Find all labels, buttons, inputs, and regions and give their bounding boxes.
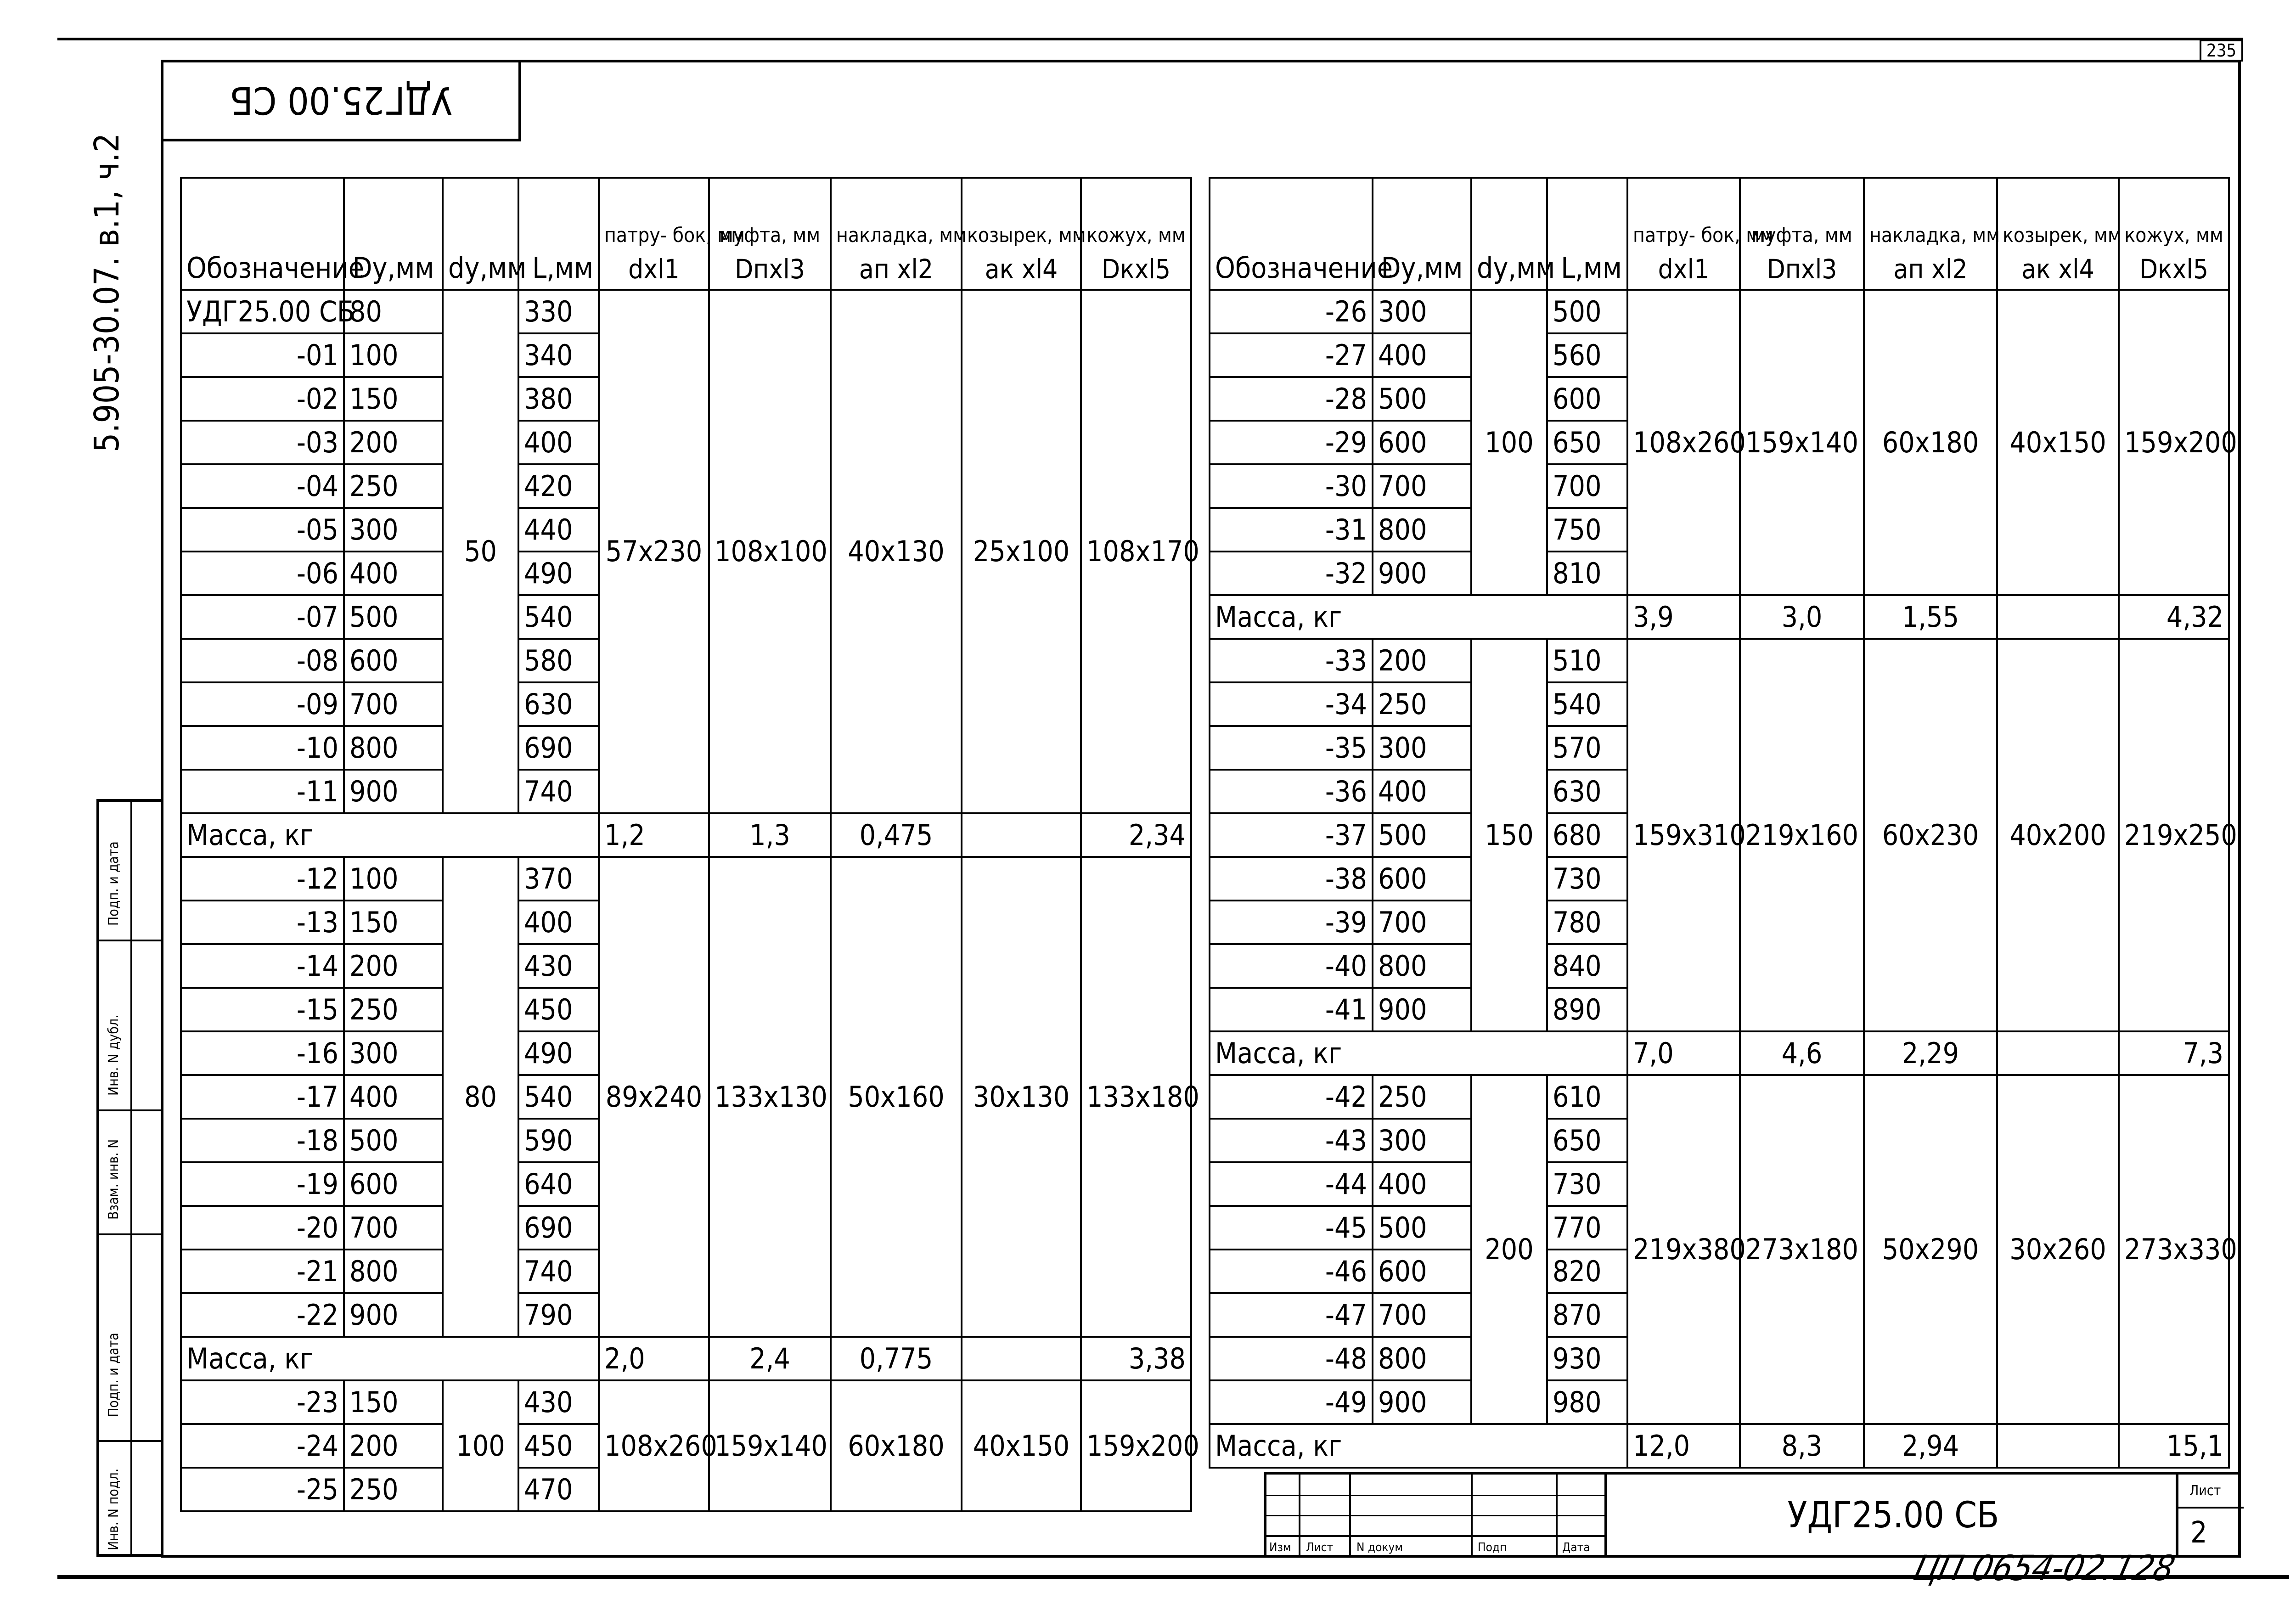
length-cell: 690 xyxy=(518,1206,599,1250)
dy-cell: 200 xyxy=(1373,639,1471,682)
pad-mass: 1,55 xyxy=(1864,595,1997,639)
coupling-mass: 3,0 xyxy=(1740,595,1864,639)
designation-cell: -18 xyxy=(181,1119,344,1162)
designation-cell: -37 xyxy=(1210,813,1373,857)
dy-cell: 100 xyxy=(344,333,443,377)
length-cell: 750 xyxy=(1547,508,1627,552)
dy-cell: 900 xyxy=(344,1293,443,1337)
dy-cell: 100 xyxy=(344,857,443,901)
length-cell: 490 xyxy=(518,1031,599,1075)
table-header-row xyxy=(1210,178,2229,290)
tb-sheet-number: 2 xyxy=(2190,1516,2207,1550)
hdr-dy-small: dy,мм xyxy=(443,178,518,290)
pad-mass: 0,775 xyxy=(831,1337,962,1380)
casing-dim-cell: 108x170 xyxy=(1081,290,1191,813)
length-cell: 650 xyxy=(1547,421,1627,464)
dy-cell: 250 xyxy=(1373,1075,1471,1119)
length-cell: 870 xyxy=(1547,1293,1627,1337)
mass-row xyxy=(1210,595,2229,639)
designation-cell: -42 xyxy=(1210,1075,1373,1119)
pipe-dim-cell: 159x310 xyxy=(1627,639,1740,1031)
dy-cell: 250 xyxy=(344,464,443,508)
visor-dim-cell: 30x260 xyxy=(1997,1075,2119,1424)
visor-mass xyxy=(1997,1424,2119,1468)
dy-cell: 400 xyxy=(1373,770,1471,813)
designation-cell: -15 xyxy=(181,988,344,1031)
casing-mass: 3,38 xyxy=(1081,1337,1191,1380)
spec-table-right xyxy=(1209,177,2237,1469)
casing-dim-cell: 133x180 xyxy=(1081,857,1191,1337)
length-cell: 790 xyxy=(518,1293,599,1337)
length-cell: 440 xyxy=(518,508,599,552)
visor-dim-cell: 40x150 xyxy=(1997,290,2119,595)
length-cell: 730 xyxy=(1547,1162,1627,1206)
coupling-mass: 4,6 xyxy=(1740,1031,1864,1075)
table-header-row xyxy=(181,178,1191,290)
strip-label-3: Взам. инв. N xyxy=(106,1139,122,1220)
mass-row xyxy=(1210,1031,2229,1075)
length-cell: 630 xyxy=(518,682,599,726)
designation-cell: -38 xyxy=(1210,857,1373,901)
hdr-pad: накладка, мм aп xl2 xyxy=(1864,178,1997,290)
dy-cell: 900 xyxy=(344,770,443,813)
designation-cell: -04 xyxy=(181,464,344,508)
length-cell: 400 xyxy=(518,421,599,464)
length-cell: 630 xyxy=(1547,770,1627,813)
coupling-dim-cell: 159x140 xyxy=(1740,290,1864,595)
designation-cell: -14 xyxy=(181,944,344,988)
hdr-pad: накладка, мм aп xl2 xyxy=(831,178,962,290)
side-document-code: 5.905-30.07. в.1, ч.2 xyxy=(87,133,127,452)
tb-document-code: УДГ25.00 СБ xyxy=(1787,1495,1999,1536)
dy-cell: 800 xyxy=(1373,508,1471,552)
small-dy-cell: 150 xyxy=(1471,639,1547,1031)
designation-cell: -02 xyxy=(181,377,344,421)
length-cell: 580 xyxy=(518,639,599,682)
dy-cell: 400 xyxy=(344,552,443,595)
hdr-casing: кожух, мм Dкxl5 xyxy=(2119,178,2229,290)
designation-cell: -31 xyxy=(1210,508,1373,552)
length-cell: 340 xyxy=(518,333,599,377)
pad-dim-cell: 40x130 xyxy=(831,290,962,813)
pad-dim-cell: 60x180 xyxy=(1864,290,1997,595)
length-cell: 450 xyxy=(518,1424,599,1468)
designation-cell: -26 xyxy=(1210,290,1373,333)
designation-cell: -16 xyxy=(181,1031,344,1075)
dy-cell: 900 xyxy=(1373,552,1471,595)
dy-cell: 500 xyxy=(1373,813,1471,857)
hdr-dy-big: Dy,мм xyxy=(1373,178,1471,290)
length-cell: 450 xyxy=(518,988,599,1031)
table-row xyxy=(181,857,1191,901)
dy-cell: 600 xyxy=(1373,1250,1471,1293)
dy-cell: 200 xyxy=(344,421,443,464)
strip-label-5: Подп. и дата xyxy=(106,841,122,926)
designation-cell: -12 xyxy=(181,857,344,901)
designation-cell: -48 xyxy=(1210,1337,1373,1380)
hdr-dy-small: dy,мм xyxy=(1471,178,1547,290)
designation-cell: -01 xyxy=(181,333,344,377)
pipe-mass: 2,0 xyxy=(599,1337,709,1380)
visor-mass xyxy=(1997,1031,2119,1075)
visor-dim-cell: 25x100 xyxy=(962,290,1081,813)
length-cell: 560 xyxy=(1547,333,1627,377)
hdr-visor: козырек, мм aк xl4 xyxy=(962,178,1081,290)
dy-cell: 800 xyxy=(344,1250,443,1293)
dy-cell: 200 xyxy=(344,1424,443,1468)
length-cell: 820 xyxy=(1547,1250,1627,1293)
casing-mass: 2,34 xyxy=(1081,813,1191,857)
hdr-casing: кожух, мм Dкxl5 xyxy=(1081,178,1191,290)
designation-cell: -11 xyxy=(181,770,344,813)
dy-cell: 800 xyxy=(344,726,443,770)
visor-mass xyxy=(1997,595,2119,639)
coupling-dim-cell: 273x180 xyxy=(1740,1075,1864,1424)
designation-cell: -05 xyxy=(181,508,344,552)
tb-col-podp: Подп xyxy=(1478,1541,1507,1554)
designation-cell: -35 xyxy=(1210,726,1373,770)
small-dy-cell: 80 xyxy=(443,857,518,1337)
casing-mass: 7,3 xyxy=(2119,1031,2229,1075)
designation-cell: -36 xyxy=(1210,770,1373,813)
dy-cell: 900 xyxy=(1373,1380,1471,1424)
dy-cell: 150 xyxy=(344,1380,443,1424)
designation-cell: -29 xyxy=(1210,421,1373,464)
length-cell: 540 xyxy=(518,1075,599,1119)
dy-cell: 800 xyxy=(1373,944,1471,988)
outer-frame-top-line xyxy=(57,38,2243,40)
length-cell: 400 xyxy=(518,901,599,944)
designation-cell: -49 xyxy=(1210,1380,1373,1424)
dy-cell: 300 xyxy=(1373,726,1471,770)
hdr-designation: Обозначение xyxy=(181,178,344,290)
small-dy-cell: 50 xyxy=(443,290,518,813)
dy-cell: 700 xyxy=(344,682,443,726)
visor-dim-cell: 40x200 xyxy=(1997,639,2119,1031)
coupling-mass: 8,3 xyxy=(1740,1424,1864,1468)
length-cell: 600 xyxy=(1547,377,1627,421)
designation-cell: -25 xyxy=(181,1468,344,1511)
pad-dim-cell: 60x230 xyxy=(1864,639,1997,1031)
designation-cell: -34 xyxy=(1210,682,1373,726)
length-cell: 570 xyxy=(1547,726,1627,770)
dy-cell: 500 xyxy=(344,595,443,639)
designation-cell: -32 xyxy=(1210,552,1373,595)
coupling-mass: 1,3 xyxy=(709,813,831,857)
mass-row xyxy=(1210,1424,2229,1468)
table-row xyxy=(1210,290,2229,333)
designation-cell: -40 xyxy=(1210,944,1373,988)
strip-label-1: Инв. N подл. xyxy=(106,1468,122,1550)
table-row xyxy=(1210,1075,2229,1119)
rotated-stamp-box xyxy=(161,60,521,141)
dy-cell: 600 xyxy=(1373,421,1471,464)
dy-cell: 400 xyxy=(1373,1162,1471,1206)
pad-mass: 2,29 xyxy=(1864,1031,1997,1075)
coupling-dim-cell: 159x140 xyxy=(709,1380,831,1511)
designation-cell: -28 xyxy=(1210,377,1373,421)
designation-cell: -47 xyxy=(1210,1293,1373,1337)
table-row xyxy=(181,290,1191,333)
length-cell: 740 xyxy=(518,1250,599,1293)
pipe-mass: 12,0 xyxy=(1627,1424,1740,1468)
table-row xyxy=(1210,639,2229,682)
approval-strip xyxy=(96,799,163,1557)
casing-mass: 4,32 xyxy=(2119,595,2229,639)
length-cell: 430 xyxy=(518,944,599,988)
designation-cell: -41 xyxy=(1210,988,1373,1031)
length-cell: 430 xyxy=(518,1380,599,1424)
designation-cell: -19 xyxy=(181,1162,344,1206)
dy-cell: 700 xyxy=(344,1206,443,1250)
designation-cell: -20 xyxy=(181,1206,344,1250)
dy-cell: 500 xyxy=(1373,1206,1471,1250)
length-cell: 930 xyxy=(1547,1337,1627,1380)
casing-dim-cell: 159x200 xyxy=(2119,290,2229,595)
tb-sheet-label: Лист xyxy=(2189,1483,2221,1499)
length-cell: 640 xyxy=(518,1162,599,1206)
casing-dim-cell: 159x200 xyxy=(1081,1380,1191,1511)
coupling-mass: 2,4 xyxy=(709,1337,831,1380)
pipe-mass: 1,2 xyxy=(599,813,709,857)
dy-cell: 600 xyxy=(344,1162,443,1206)
hdr-pipe: патру- бок, мм dxl1 xyxy=(1627,178,1740,290)
mass-label: Масса, кг xyxy=(1210,1031,1627,1075)
hdr-designation: Обозначение xyxy=(1210,178,1373,290)
length-cell: 510 xyxy=(1547,639,1627,682)
spec-table-left xyxy=(180,177,1199,1512)
small-dy-cell: 100 xyxy=(1471,290,1547,595)
length-cell: 890 xyxy=(1547,988,1627,1031)
designation-cell: -21 xyxy=(181,1250,344,1293)
designation-cell: -17 xyxy=(181,1075,344,1119)
length-cell: 540 xyxy=(1547,682,1627,726)
length-cell: 740 xyxy=(518,770,599,813)
designation-cell: -09 xyxy=(181,682,344,726)
length-cell: 980 xyxy=(1547,1380,1627,1424)
dy-cell: 500 xyxy=(344,1119,443,1162)
coupling-dim-cell: 133x130 xyxy=(709,857,831,1337)
pad-mass: 2,94 xyxy=(1864,1424,1997,1468)
dy-cell: 300 xyxy=(1373,1119,1471,1162)
dy-cell: 300 xyxy=(344,508,443,552)
dy-cell: 700 xyxy=(1373,901,1471,944)
designation-cell: -30 xyxy=(1210,464,1373,508)
strip-label-4: Инв. N дубл. xyxy=(106,1014,122,1096)
hdr-length: L,мм xyxy=(1547,178,1627,290)
mass-row xyxy=(181,1337,1191,1380)
dy-cell: 250 xyxy=(344,1468,443,1511)
designation-cell: -44 xyxy=(1210,1162,1373,1206)
mass-row xyxy=(181,813,1191,857)
small-dy-cell: 100 xyxy=(443,1380,518,1511)
casing-dim-cell: 219x250 xyxy=(2119,639,2229,1031)
dy-cell: 600 xyxy=(1373,857,1471,901)
length-cell: 780 xyxy=(1547,901,1627,944)
designation-cell: УДГ25.00 СБ xyxy=(181,290,344,333)
length-cell: 330 xyxy=(518,290,599,333)
length-cell: 540 xyxy=(518,595,599,639)
pipe-dim-cell: 108x260 xyxy=(1627,290,1740,595)
dy-cell: 700 xyxy=(1373,464,1471,508)
length-cell: 770 xyxy=(1547,1206,1627,1250)
designation-cell: -03 xyxy=(181,421,344,464)
mass-label: Масса, кг xyxy=(181,813,599,857)
hdr-visor: козырек, мм aк xl4 xyxy=(1997,178,2119,290)
pipe-mass: 3,9 xyxy=(1627,595,1740,639)
dy-cell: 80 xyxy=(344,290,443,333)
designation-cell: -06 xyxy=(181,552,344,595)
length-cell: 470 xyxy=(518,1468,599,1511)
length-cell: 650 xyxy=(1547,1119,1627,1162)
tb-col-data: Дата xyxy=(1562,1541,1590,1554)
pipe-dim-cell: 108x260 xyxy=(599,1380,709,1511)
length-cell: 700 xyxy=(1547,464,1627,508)
corner-sheet-box: 235 xyxy=(2200,39,2243,62)
dy-cell: 500 xyxy=(1373,377,1471,421)
dy-cell: 900 xyxy=(1373,988,1471,1031)
visor-mass xyxy=(962,813,1081,857)
dy-cell: 700 xyxy=(1373,1293,1471,1337)
dy-cell: 150 xyxy=(344,901,443,944)
designation-cell: -27 xyxy=(1210,333,1373,377)
dy-cell: 300 xyxy=(1373,290,1471,333)
tb-col-izm: Изм xyxy=(1269,1541,1291,1554)
designation-cell: -10 xyxy=(181,726,344,770)
visor-dim-cell: 40x150 xyxy=(962,1380,1081,1511)
mass-label: Масса, кг xyxy=(1210,595,1627,639)
designation-cell: -23 xyxy=(181,1380,344,1424)
tb-col-ndok: N докум xyxy=(1356,1541,1403,1554)
length-cell: 840 xyxy=(1547,944,1627,988)
dy-cell: 200 xyxy=(344,944,443,988)
dy-cell: 600 xyxy=(344,639,443,682)
dy-cell: 300 xyxy=(344,1031,443,1075)
length-cell: 730 xyxy=(1547,857,1627,901)
pad-dim-cell: 50x290 xyxy=(1864,1075,1997,1424)
hdr-coupling: муфта, мм Dпxl3 xyxy=(709,178,831,290)
designation-cell: -08 xyxy=(181,639,344,682)
dy-cell: 150 xyxy=(344,377,443,421)
pad-mass: 0,475 xyxy=(831,813,962,857)
length-cell: 810 xyxy=(1547,552,1627,595)
pad-dim-cell: 50x160 xyxy=(831,857,962,1337)
designation-cell: -24 xyxy=(181,1424,344,1468)
hdr-length: L,мм xyxy=(518,178,599,290)
table-row xyxy=(181,1380,1191,1424)
hdr-dy-big: Dy,мм xyxy=(344,178,443,290)
small-dy-cell: 200 xyxy=(1471,1075,1547,1424)
length-cell: 590 xyxy=(518,1119,599,1162)
designation-cell: -22 xyxy=(181,1293,344,1337)
length-cell: 420 xyxy=(518,464,599,508)
strip-label-2: Подп. и дата xyxy=(106,1333,122,1417)
designation-cell: -07 xyxy=(181,595,344,639)
length-cell: 380 xyxy=(518,377,599,421)
length-cell: 610 xyxy=(1547,1075,1627,1119)
hdr-pipe: патру- бок, мм dxl1 xyxy=(599,178,709,290)
pad-dim-cell: 60x180 xyxy=(831,1380,962,1511)
length-cell: 500 xyxy=(1547,290,1627,333)
mass-label: Масса, кг xyxy=(181,1337,599,1380)
rotated-stamp-text: УДГ25.00 СБ xyxy=(230,78,452,122)
designation-cell: -13 xyxy=(181,901,344,944)
casing-mass: 15,1 xyxy=(2119,1424,2229,1468)
handwritten-archive-number: ЦП 0654-02.128 xyxy=(1909,1548,2179,1588)
pipe-mass: 7,0 xyxy=(1627,1031,1740,1075)
dy-cell: 800 xyxy=(1373,1337,1471,1380)
hdr-coupling: муфта, мм Dпxl3 xyxy=(1740,178,1864,290)
designation-cell: -39 xyxy=(1210,901,1373,944)
coupling-dim-cell: 219x160 xyxy=(1740,639,1864,1031)
designation-cell: -45 xyxy=(1210,1206,1373,1250)
length-cell: 370 xyxy=(518,857,599,901)
dy-cell: 400 xyxy=(344,1075,443,1119)
pipe-dim-cell: 89x240 xyxy=(599,857,709,1337)
length-cell: 490 xyxy=(518,552,599,595)
visor-mass xyxy=(962,1337,1081,1380)
visor-dim-cell: 30x130 xyxy=(962,857,1081,1337)
designation-cell: -33 xyxy=(1210,639,1373,682)
dy-cell: 250 xyxy=(344,988,443,1031)
title-block xyxy=(1264,1472,2241,1558)
length-cell: 690 xyxy=(518,726,599,770)
pipe-dim-cell: 219x380 xyxy=(1627,1075,1740,1424)
pipe-dim-cell: 57x230 xyxy=(599,290,709,813)
casing-dim-cell: 273x330 xyxy=(2119,1075,2229,1424)
mass-label: Масса, кг xyxy=(1210,1424,1627,1468)
designation-cell: -43 xyxy=(1210,1119,1373,1162)
dy-cell: 400 xyxy=(1373,333,1471,377)
tb-col-list: Лист xyxy=(1306,1541,1334,1554)
designation-cell: -46 xyxy=(1210,1250,1373,1293)
dy-cell: 250 xyxy=(1373,682,1471,726)
coupling-dim-cell: 108x100 xyxy=(709,290,831,813)
length-cell: 680 xyxy=(1547,813,1627,857)
